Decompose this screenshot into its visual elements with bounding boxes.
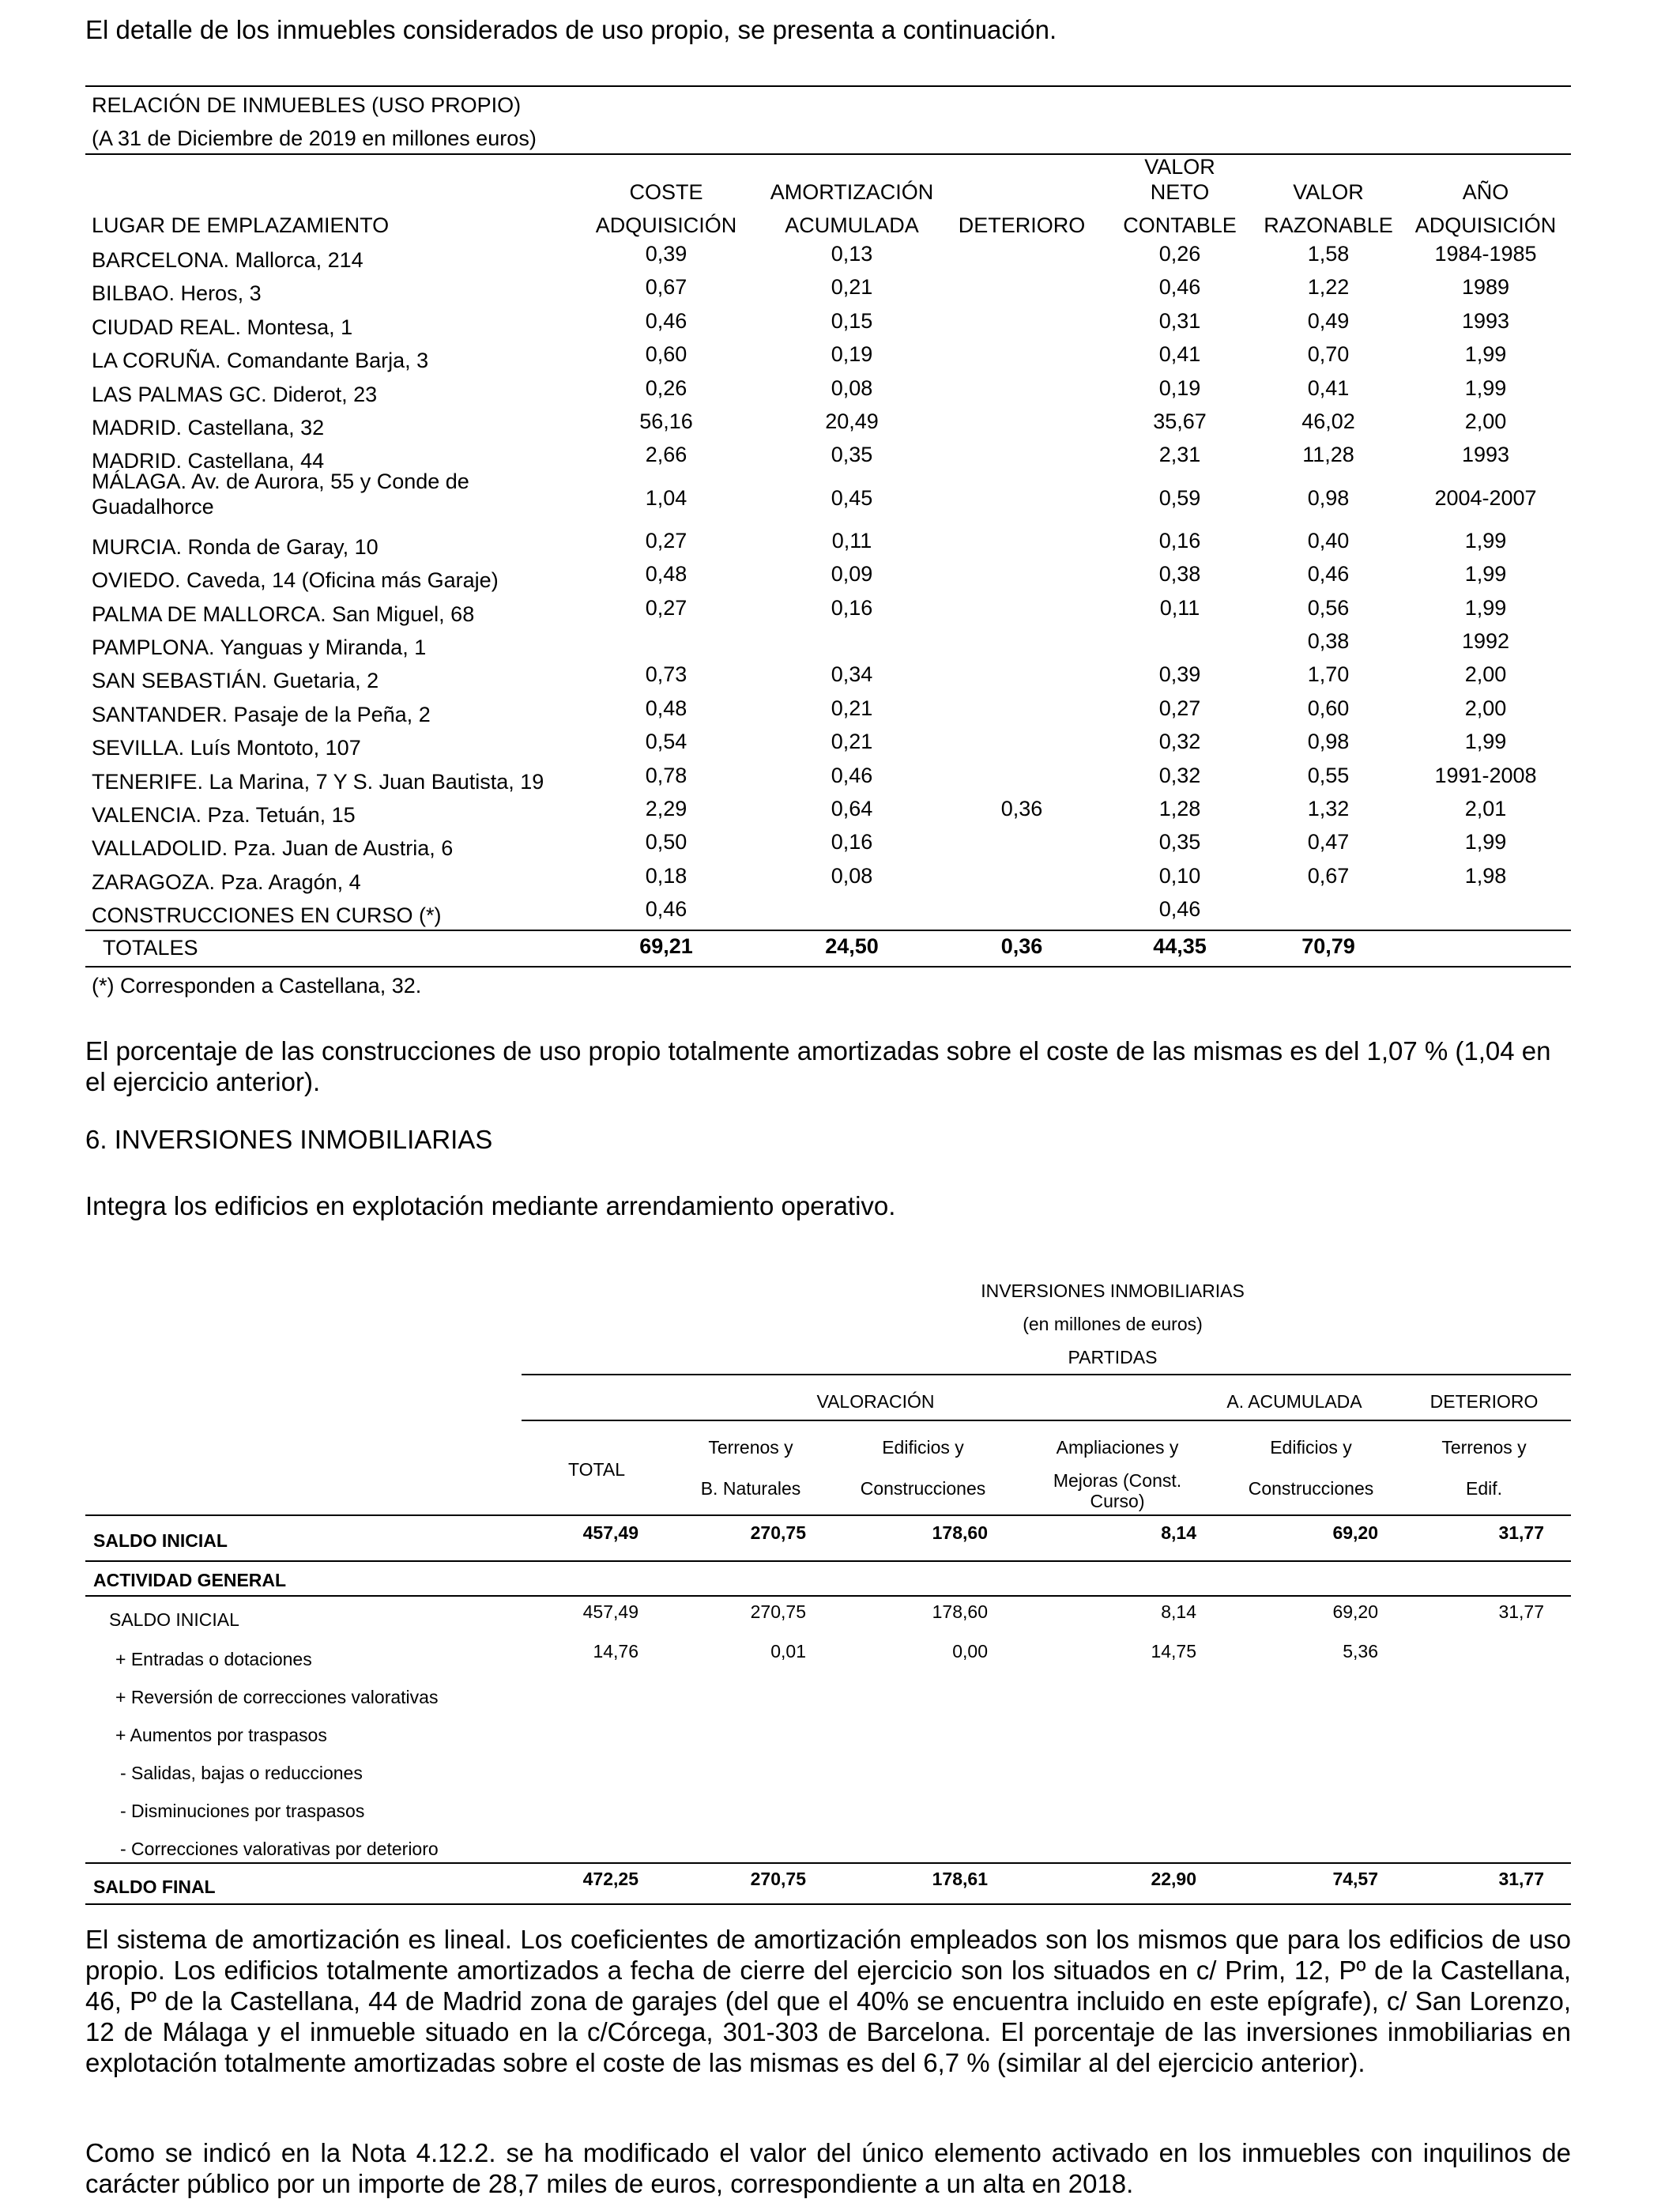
totals-neto: 44,35 bbox=[1153, 934, 1207, 958]
cell-anio: 2,00 bbox=[1464, 662, 1507, 687]
row-value: 69,20 bbox=[1332, 1522, 1378, 1543]
col-ampl-l3: Curso) bbox=[1090, 1491, 1145, 1511]
cell-coste: 0,48 bbox=[645, 696, 687, 720]
table-row bbox=[85, 763, 1571, 800]
row-location: MADRID. Castellana, 32 bbox=[92, 416, 325, 439]
table2-row-ag-saldo-inicial bbox=[85, 1601, 1571, 1633]
row-location: MADRID. Castellana, 44 bbox=[92, 449, 325, 473]
table-row bbox=[85, 662, 1571, 699]
cell-det: 0,36 bbox=[1000, 797, 1043, 820]
cell-coste: 0,46 bbox=[645, 897, 687, 922]
totals-amort: 24,50 bbox=[825, 934, 879, 958]
row-label: SALDO INICIAL bbox=[109, 1609, 239, 1630]
header-neto-l3: CONTABLE bbox=[1123, 213, 1237, 237]
cell-neto: 0,32 bbox=[1158, 730, 1201, 754]
table-row bbox=[85, 797, 1571, 833]
cell-coste: 0,27 bbox=[645, 595, 687, 620]
header-location: LUGAR DE EMPLAZAMIENTO bbox=[92, 213, 390, 237]
row-value: 0,01 bbox=[770, 1641, 806, 1662]
cell-raz: 46,02 bbox=[1301, 409, 1355, 433]
amortization-system-text: El sistema de amortización es lineal. Los coeficientes de amortización empleados son los mismos que para los edificios de uso propio. Los edificios totalmente amortizados a fecha de cierre del ejercicio son los situados en c/ Prim, 12, Pº de la Castellana, 46, Pº de la Castellana, 44 de Madrid zona de garajes (del que el 40% se encuentra incluido en este epígrafe), c/ San Lorenzo, 12 de Málaga y el inmueble situado en la c/Córcega, 301-303 de Barcelona. El porcentaje de las inversiones inmobiliarias en explotación totalmente amortizadas sobre el coste de las mismas es del 6,7 % (similar al del ejercicio anterior). bbox=[85, 1925, 1571, 2077]
row-location: SANTANDER. Pasaje de la Peña, 2 bbox=[92, 702, 431, 726]
totals-bottom-rule bbox=[85, 966, 1571, 967]
row-location: PAMPLONA. Yanguas y Miranda, 1 bbox=[92, 636, 427, 659]
table2-row-actividad-general bbox=[85, 1562, 1571, 1594]
row-location: LAS PALMAS GC. Diderot, 23 bbox=[92, 382, 378, 406]
cell-amort: 0,45 bbox=[831, 485, 873, 510]
row-value: 178,60 bbox=[932, 1601, 988, 1622]
table2-subtitle: (en millones de euros) bbox=[1023, 1314, 1203, 1334]
cell-raz: 0,56 bbox=[1307, 595, 1350, 620]
cell-neto: 0,26 bbox=[1158, 242, 1201, 266]
cell-amort: 0,09 bbox=[831, 562, 873, 587]
row-label: ACTIVIDAD GENERAL bbox=[93, 1570, 287, 1590]
cell-amort: 0,21 bbox=[831, 730, 873, 754]
row-value: 14,76 bbox=[593, 1641, 638, 1662]
cell-anio: 1993 bbox=[1461, 443, 1510, 467]
col-aa-l2: Construcciones bbox=[1248, 1478, 1374, 1499]
table2-header-rule bbox=[85, 1514, 1571, 1516]
cell-anio: 1992 bbox=[1461, 629, 1510, 653]
table-row bbox=[85, 595, 1571, 632]
investment-properties-table bbox=[85, 1265, 1571, 1897]
row-value: 270,75 bbox=[750, 1601, 806, 1622]
header-amort-l2: ACUMULADA bbox=[785, 213, 919, 237]
cell-amort: 0,11 bbox=[831, 528, 872, 553]
intro-text: El detalle de los inmuebles considerados de uso propio, se presenta a continuación. bbox=[85, 15, 1057, 44]
cell-anio: 2,01 bbox=[1464, 797, 1507, 820]
row-label: + Aumentos por traspasos bbox=[115, 1725, 327, 1745]
cell-coste: 2,66 bbox=[645, 443, 687, 467]
table2-row-correcciones bbox=[85, 1831, 1571, 1862]
cell-raz: 0,98 bbox=[1307, 730, 1350, 754]
totals-top-rule bbox=[85, 930, 1571, 931]
row-value: 457,49 bbox=[582, 1601, 638, 1622]
row-value: 472,25 bbox=[582, 1869, 638, 1889]
row-value: 22,90 bbox=[1151, 1869, 1196, 1889]
cell-amort: 0,08 bbox=[831, 863, 873, 888]
row-value: 178,60 bbox=[932, 1522, 988, 1543]
cell-coste: 0,18 bbox=[645, 863, 687, 888]
cell-neto: 0,39 bbox=[1158, 662, 1201, 687]
table2-row-saldo-inicial bbox=[85, 1522, 1571, 1554]
table-row bbox=[85, 308, 1571, 345]
table-footnote: (*) Corresponden a Castellana, 32. bbox=[92, 974, 422, 998]
cell-coste: 0,67 bbox=[645, 275, 687, 300]
row-label: + Entradas o dotaciones bbox=[115, 1649, 312, 1669]
totals-label: TOTALES bbox=[103, 936, 198, 960]
cell-neto: 0,46 bbox=[1158, 897, 1201, 922]
cell-coste: 0,54 bbox=[645, 730, 687, 754]
row-label: SALDO FINAL bbox=[93, 1877, 216, 1897]
cell-neto: 0,41 bbox=[1158, 342, 1201, 367]
totals-deterioro: 0,36 bbox=[1000, 934, 1043, 958]
table2-rule bbox=[85, 1862, 1571, 1864]
cell-neto: 0,46 bbox=[1158, 275, 1201, 300]
row-value: 14,75 bbox=[1151, 1641, 1196, 1662]
row-value: 0,00 bbox=[952, 1641, 988, 1662]
cell-coste: 0,48 bbox=[645, 562, 687, 587]
header-amort-l1: AMORTIZACIÓN bbox=[770, 180, 934, 204]
row-location: BILBAO. Heros, 3 bbox=[92, 281, 262, 306]
table2-valoracion: VALORACIÓN bbox=[816, 1391, 935, 1412]
row-value: 5,36 bbox=[1343, 1641, 1378, 1662]
table-row bbox=[85, 696, 1571, 733]
table-row bbox=[85, 469, 1571, 526]
row-location: CONSTRUCCIONES EN CURSO (*) bbox=[92, 903, 442, 928]
header-deterioro: DETERIORO bbox=[958, 213, 1086, 237]
table-row bbox=[85, 409, 1571, 446]
cell-raz: 0,55 bbox=[1307, 763, 1350, 787]
cell-neto: 35,67 bbox=[1153, 409, 1207, 433]
cell-neto: 1,28 bbox=[1158, 797, 1201, 820]
header-anio-l1: AÑO bbox=[1462, 180, 1509, 204]
cell-coste: 0,39 bbox=[645, 242, 687, 266]
cell-raz: 0,40 bbox=[1307, 528, 1350, 553]
cell-raz: 0,47 bbox=[1307, 830, 1350, 854]
row-label: - Salidas, bajas o reducciones bbox=[120, 1763, 363, 1783]
table2-rule bbox=[85, 1595, 1571, 1597]
row-location: PALMA DE MALLORCA. San Miguel, 68 bbox=[92, 602, 475, 626]
row-location: CIUDAD REAL. Montesa, 1 bbox=[92, 315, 353, 339]
row-label: - Correcciones valorativas por deterioro bbox=[120, 1839, 439, 1859]
cell-raz: 1,32 bbox=[1307, 797, 1350, 820]
row-location: MURCIA. Ronda de Garay, 10 bbox=[92, 534, 379, 559]
col-terrenos-l1: Terrenos y bbox=[708, 1437, 793, 1458]
table2-top-rule bbox=[522, 1374, 1571, 1375]
cell-amort: 20,49 bbox=[825, 409, 879, 433]
table-row bbox=[85, 629, 1571, 666]
header-razonable-l1: VALOR bbox=[1293, 180, 1364, 204]
cell-anio: 1993 bbox=[1461, 308, 1510, 333]
cell-raz: 0,67 bbox=[1307, 863, 1350, 888]
cell-amort: 0,16 bbox=[831, 830, 873, 854]
cell-neto: 0,11 bbox=[1159, 595, 1200, 620]
table-row bbox=[85, 562, 1571, 598]
cell-anio: 1991-2008 bbox=[1434, 763, 1537, 787]
table2-row-saldo-final bbox=[85, 1869, 1571, 1900]
cell-neto: 2,31 bbox=[1158, 443, 1201, 467]
cell-raz: 1,22 bbox=[1307, 275, 1350, 300]
table2-row-aumentos bbox=[85, 1717, 1571, 1748]
row-location: OVIEDO. Caveda, 14 (Oficina más Garaje) bbox=[92, 568, 499, 593]
table-row bbox=[85, 830, 1571, 866]
cell-amort: 0,16 bbox=[831, 595, 873, 620]
totals-coste: 69,21 bbox=[639, 934, 693, 958]
row-label: - Disminuciones por traspasos bbox=[120, 1801, 365, 1821]
cell-anio: 1,99 bbox=[1464, 730, 1507, 754]
col-total: TOTAL bbox=[568, 1459, 625, 1480]
cell-amort: 0,34 bbox=[831, 662, 873, 687]
cell-amort: 0,13 bbox=[831, 242, 873, 266]
table2-row-entradas bbox=[85, 1641, 1571, 1673]
cell-raz: 0,49 bbox=[1307, 308, 1350, 333]
table-row bbox=[85, 730, 1571, 766]
row-value: 31,77 bbox=[1498, 1869, 1544, 1889]
totals-row bbox=[85, 934, 1571, 967]
cell-amort: 0,46 bbox=[831, 763, 873, 787]
row-value: 31,77 bbox=[1498, 1601, 1544, 1622]
row-value: 69,20 bbox=[1332, 1601, 1378, 1622]
cell-amort: 0,21 bbox=[831, 696, 873, 720]
col-det-l2: Edif. bbox=[1465, 1478, 1503, 1499]
row-location: LA CORUÑA. Comandante Barja, 3 bbox=[92, 349, 429, 373]
row-value: 8,14 bbox=[1161, 1522, 1196, 1543]
row-location: VALENCIA. Pza. Tetuán, 15 bbox=[92, 803, 356, 827]
table2-rule bbox=[85, 1903, 1571, 1905]
cell-raz: 0,41 bbox=[1307, 375, 1350, 400]
section-6-intro: Integra los edificios en explotación mediante arrendamiento operativo. bbox=[85, 1191, 896, 1220]
col-edificios-l2: Construcciones bbox=[860, 1478, 986, 1499]
cell-anio: 1984-1985 bbox=[1434, 242, 1537, 266]
row-location: SEVILLA. Luís Montoto, 107 bbox=[92, 736, 361, 760]
col-aa-l1: Edificios y bbox=[1270, 1437, 1352, 1458]
table-row bbox=[85, 242, 1571, 278]
header-coste-l2: ADQUISICIÓN bbox=[595, 213, 737, 237]
cell-neto: 0,27 bbox=[1158, 696, 1201, 720]
table2-row-salidas bbox=[85, 1755, 1571, 1786]
cell-anio: 1,99 bbox=[1464, 562, 1507, 587]
cell-raz: 1,70 bbox=[1307, 662, 1350, 687]
cell-coste: 0,73 bbox=[645, 662, 687, 687]
cell-neto: 0,32 bbox=[1158, 763, 1201, 787]
cell-raz: 1,58 bbox=[1307, 242, 1350, 266]
header-rule bbox=[85, 153, 1571, 155]
cell-anio: 1,98 bbox=[1464, 863, 1507, 888]
table-row bbox=[85, 342, 1571, 379]
cell-neto: 0,59 bbox=[1158, 485, 1201, 510]
row-location: ZARAGOZA. Pza. Aragón, 4 bbox=[92, 869, 361, 894]
amortized-percentage-text: El porcentaje de las construcciones de uso propio totalmente amortizadas sobre el coste de las mismas es del 1,07 % (1,04 en el ejercicio anterior). bbox=[85, 1036, 1551, 1096]
cell-amort: 0,64 bbox=[831, 797, 873, 820]
cell-coste: 2,29 bbox=[645, 797, 687, 820]
cell-coste: 0,78 bbox=[645, 763, 687, 787]
cell-neto: 0,31 bbox=[1158, 308, 1201, 333]
header-neto-l2: NETO bbox=[1150, 180, 1210, 204]
row-value: 457,49 bbox=[582, 1522, 638, 1543]
table2-title: INVERSIONES INMOBILIARIAS bbox=[981, 1281, 1245, 1301]
col-ampl-l2: Mejoras (Const. bbox=[1053, 1470, 1182, 1491]
row-location: SAN SEBASTIÁN. Guetaria, 2 bbox=[92, 669, 379, 693]
cell-anio: 2004-2007 bbox=[1434, 485, 1537, 510]
header-razonable-l2: RAZONABLE bbox=[1264, 213, 1393, 237]
table-top-rule bbox=[85, 85, 1571, 87]
cell-neto: 0,19 bbox=[1158, 375, 1201, 400]
row-value: 31,77 bbox=[1498, 1522, 1544, 1543]
row-location: MÁLAGA. Av. de Aurora, 55 y Conde de bbox=[92, 469, 469, 493]
table2-partidas: PARTIDAS bbox=[1068, 1347, 1158, 1367]
section-6-title: 6. INVERSIONES INMOBILIARIAS bbox=[85, 1125, 493, 1154]
table-row bbox=[85, 897, 1571, 934]
cell-anio: 1,99 bbox=[1464, 375, 1507, 400]
row-location: VALLADOLID. Pza. Juan de Austria, 6 bbox=[92, 836, 454, 861]
row-value: 8,14 bbox=[1161, 1601, 1196, 1622]
col-edificios-l1: Edificios y bbox=[882, 1437, 964, 1458]
cell-coste: 0,60 bbox=[645, 342, 687, 367]
cell-raz: 0,46 bbox=[1307, 562, 1350, 587]
row-label: + Reversión de correcciones valorativas bbox=[115, 1687, 439, 1707]
cell-anio: 2,00 bbox=[1464, 409, 1507, 433]
note-4-12-2-text: Como se indicó en la Nota 4.12.2. se ha modificado el valor del único elemento activado en los inmuebles con inquilinos de carácter público por un importe de 28,7 miles de euros, correspondiente a un alta en 2018. bbox=[85, 2138, 1571, 2198]
table-row bbox=[85, 863, 1571, 900]
row-location: BARCELONA. Mallorca, 214 bbox=[92, 248, 363, 272]
row-value: 74,57 bbox=[1332, 1869, 1378, 1889]
table2-row-reversion bbox=[85, 1679, 1571, 1711]
table-title: RELACIÓN DE INMUEBLES (USO PROPIO) bbox=[92, 93, 522, 117]
cell-coste: 0,27 bbox=[645, 528, 687, 553]
row-value: 270,75 bbox=[750, 1869, 806, 1889]
row-value: 270,75 bbox=[750, 1522, 806, 1543]
table-row bbox=[85, 275, 1571, 311]
table-subtitle: (A 31 de Diciembre de 2019 en millones euros) bbox=[92, 126, 537, 150]
table2-group-rule bbox=[522, 1420, 1571, 1421]
cell-raz: 0,98 bbox=[1307, 485, 1350, 510]
own-use-properties-table bbox=[85, 0, 1571, 998]
col-terrenos-l2: B. Naturales bbox=[700, 1478, 801, 1499]
cell-coste: 0,26 bbox=[645, 375, 687, 400]
header-coste-l1: COSTE bbox=[629, 180, 703, 204]
cell-coste: 56,16 bbox=[639, 409, 693, 433]
cell-amort: 0,21 bbox=[831, 275, 873, 300]
cell-anio: 1,99 bbox=[1464, 595, 1507, 620]
cell-anio: 1,99 bbox=[1464, 830, 1507, 854]
table2-deterioro: DETERIORO bbox=[1430, 1391, 1539, 1412]
cell-coste: 0,46 bbox=[645, 308, 687, 333]
row-value: 178,61 bbox=[932, 1869, 988, 1889]
row-label: SALDO INICIAL bbox=[93, 1530, 228, 1551]
cell-amort: 0,08 bbox=[831, 375, 873, 400]
cell-neto: 0,16 bbox=[1158, 528, 1201, 553]
col-ampl-l1: Ampliaciones y bbox=[1056, 1437, 1179, 1458]
cell-anio: 1989 bbox=[1461, 275, 1510, 300]
header-anio-l2: ADQUISICIÓN bbox=[1414, 213, 1557, 237]
cell-raz: 0,70 bbox=[1307, 342, 1350, 367]
cell-neto: 0,35 bbox=[1158, 830, 1201, 854]
cell-raz: 11,28 bbox=[1302, 443, 1354, 467]
cell-anio: 1,99 bbox=[1464, 528, 1507, 553]
table2-row-disminuciones bbox=[85, 1793, 1571, 1824]
table-row bbox=[85, 375, 1571, 413]
cell-raz: 0,38 bbox=[1307, 629, 1350, 653]
cell-anio: 2,00 bbox=[1464, 696, 1507, 720]
header-neto-l1: VALOR bbox=[1144, 155, 1215, 179]
cell-neto: 0,38 bbox=[1158, 562, 1201, 587]
cell-amort: 0,15 bbox=[831, 308, 873, 333]
cell-neto: 0,10 bbox=[1158, 863, 1201, 888]
cell-anio: 1,99 bbox=[1464, 342, 1507, 367]
table2-a-acumulada: A. ACUMULADA bbox=[1226, 1391, 1362, 1412]
table-row bbox=[85, 528, 1571, 565]
cell-raz: 0,60 bbox=[1307, 696, 1350, 720]
col-det-l1: Terrenos y bbox=[1441, 1437, 1527, 1458]
totals-razonable: 70,79 bbox=[1301, 934, 1355, 958]
cell-amort: 0,35 bbox=[831, 443, 873, 467]
cell-coste: 0,50 bbox=[645, 830, 687, 854]
row-location: TENERIFE. La Marina, 7 Y S. Juan Bautista, 19 bbox=[92, 769, 544, 794]
cell-amort: 0,19 bbox=[831, 342, 873, 367]
row-location-continued: Guadalhorce bbox=[92, 494, 214, 519]
cell-coste: 1,04 bbox=[645, 485, 687, 510]
